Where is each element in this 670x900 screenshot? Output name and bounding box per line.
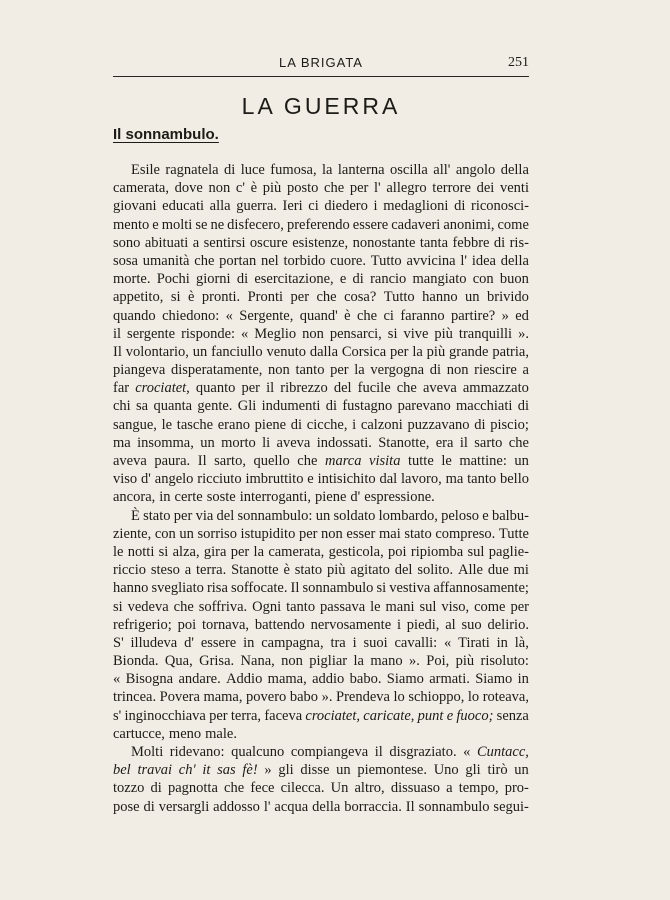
- text-line: refrigerio; poi tornava, battendo nervosamente i piedi, al suo delirio.: [113, 616, 529, 633]
- text-line: ma insomma, un morto li aveva indossati. Stanotte, era il sarto che: [113, 434, 529, 451]
- text-line: il sergente risponde: « Meglio non pensarci, si vive più tranquilli ».: [113, 325, 529, 342]
- text-line: pose di versargli addosso l' acqua della borraccia. Il sonnambulo segui-: [113, 798, 529, 815]
- page-number: 251: [508, 55, 529, 70]
- text-line: « Bisogna andare. Addio mama, addio babo. Siamo armati. Siamo in: [113, 671, 529, 688]
- text-line: ancora, in certe soste interroganti, piene d' espressione.: [113, 489, 435, 506]
- text-line: aveva paura. Il sarto, quello che marca visita tutte le mattine: un: [113, 453, 529, 469]
- text-line: hanno svegliato risa soffocate. Il sonnambulo si vestiva affannosamente;: [113, 580, 529, 597]
- text-line: si vedeva che soffriva. Ogni tanto passava le mani sul viso, come per: [113, 598, 529, 615]
- text-line: riccio steso a terra. Stanotte è stato più agitato del solito. Alle due mi: [113, 562, 529, 579]
- text-line: bel travai ch' it sas fè! » gli disse un piemontese. Uno gli tirò un: [113, 762, 529, 779]
- text-line: le notti si alza, gira per la camerata, gesticola, poi ripiomba sul paglie-: [113, 543, 529, 560]
- text-line: appetito, si è pronti. Pronti per che cosa? Tutto hanno un brivido: [113, 289, 529, 306]
- text-line: sosa umanità che portan nel torbido cuore. Tutto avvicina l' idea della: [113, 252, 529, 269]
- text-line: cartucce, meno male.: [113, 725, 237, 742]
- text-line: Esile ragnatela di luce fumosa, la lanterna oscilla all' angolo della: [131, 162, 529, 178]
- section-title: Il sonnambulo.: [113, 126, 219, 143]
- text-line: È stato per via del sonnambulo: un soldato lombardo, peloso e balbu-: [131, 507, 529, 524]
- text-line: tozzo di pagnotta che fece cilecca. Un altro, dissuaso a tempo, pro-: [113, 780, 529, 797]
- text-line: Molti ridevano: qualcuno compiangeva il disgraziato. « Cuntacc,: [131, 744, 529, 760]
- text-line: camerata, dove non c' è più posto che per l' allegro terrore dei venti: [113, 180, 529, 197]
- text-line: trincea. Povera mama, povero babo ». Prendeva lo schioppo, lo roteava,: [113, 689, 529, 706]
- running-title: LA BRIGATA: [279, 55, 363, 70]
- header-rule: [113, 76, 529, 77]
- text-line: far crociatet, quanto per il ribrezzo del fucile che aveva ammazzato: [113, 380, 529, 397]
- text-line: mento e molti se ne disfecero, preferendo essere cadaveri anonimi, come: [113, 216, 529, 233]
- text-line: s' inginocchiava per terra, faceva crociatet, caricate, punt e fuoco; senza: [113, 707, 529, 724]
- text-line: sono abituati a sentirsi oscure esistenze, nonostante tanta febbre di ris-: [113, 234, 529, 251]
- body-text: [113, 161, 529, 816]
- text-line: chi sa quanta gente. Gli indumenti di fustagno parevano macchiati di: [113, 398, 529, 415]
- text-line: Il volontario, un fanciullo venuto dalla Corsica per la più grande patria,: [113, 343, 529, 360]
- text-line: piangeva disperatamente, non tanto per la vergogna di non riescire a: [113, 362, 529, 379]
- chapter-title: LA GUERRA: [241, 93, 401, 119]
- text-line: ziente, con un sorriso istupidito per non esser mai stato compreso. Tutte: [113, 525, 529, 542]
- text-line: sangue, le tasche erano piene di cicche, i calzoni puzzavano di piscio;: [113, 416, 529, 433]
- text-line: S' illudeva d' essere in campagna, tra i suoi cavalli: « Tirati in là,: [113, 634, 529, 651]
- text-line: viso d' angelo ricciuto imbruttito e intisichito dal lavoro, ma tanto bello: [113, 471, 529, 488]
- text-line: Bionda. Qua, Grisa. Nana, non pigliar la mano ». Poi, più risoluto:: [113, 653, 529, 670]
- running-head: [113, 54, 529, 74]
- text-line: giovani educati alla guerra. Ieri ci diedero i medaglioni di riconosci-: [113, 198, 529, 215]
- text-line: morte. Pochi giorni di esercitazione, e di rancio mangiato con buon: [113, 271, 529, 288]
- text-line: quando chiedono: « Sergente, quand' è che ci faranno partire? » ed: [113, 307, 529, 324]
